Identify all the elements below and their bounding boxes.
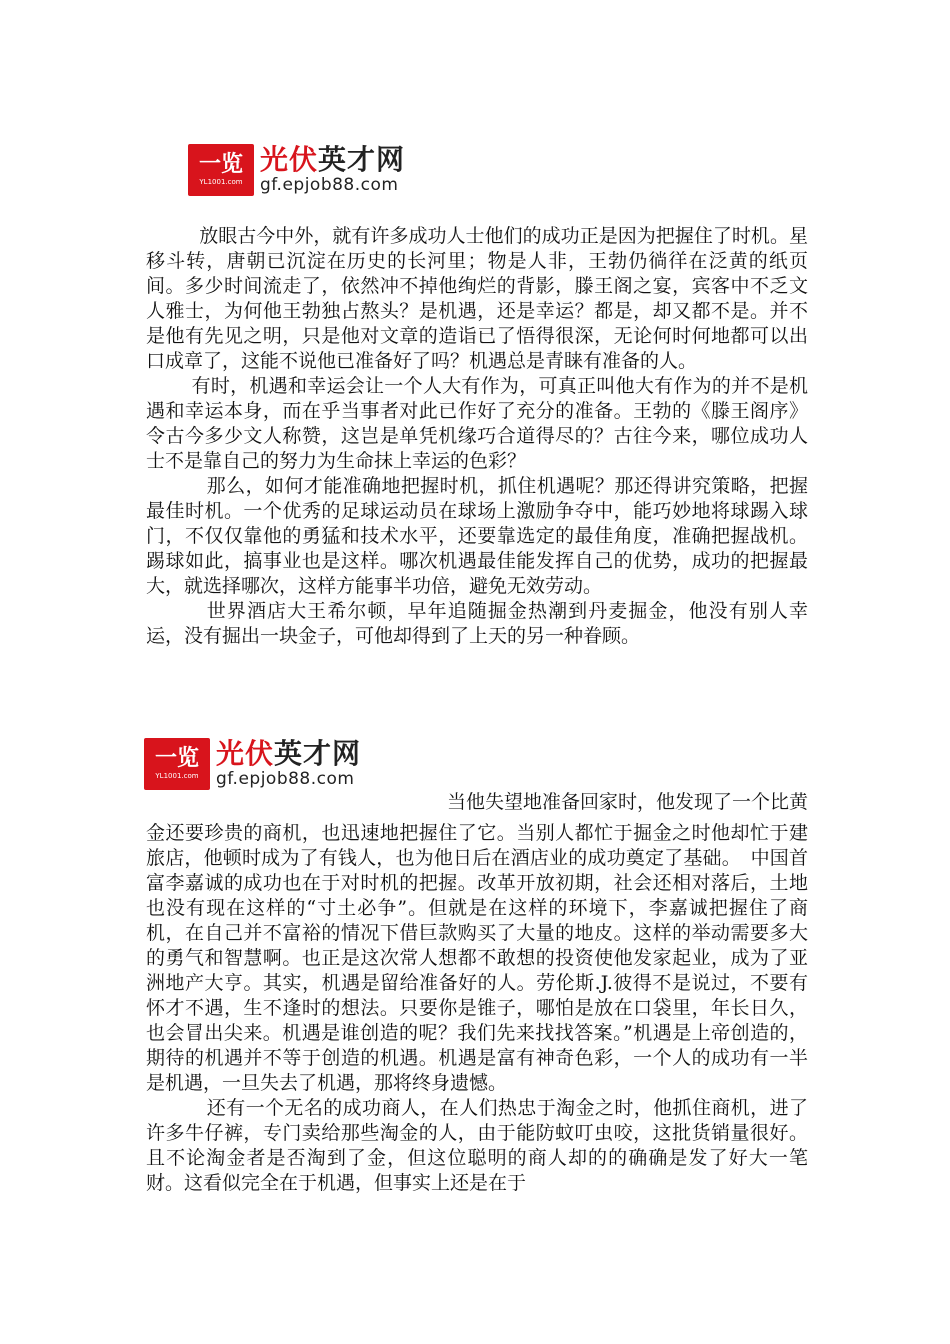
logo-title-red: 光伏 [216, 737, 275, 770]
logo-text [216, 739, 361, 789]
logo-badge-text: 一览 [198, 152, 243, 177]
logo-badge [144, 738, 210, 790]
paragraph: 那么，如何才能准确地把握时机，抓住机遇呢？那还得讲究策略，把握最佳时机。一个优秀的足球运动员在球场上激励争夺中，能巧妙地将球踢入球门，不仅仅靠他的勇猛和技术水平，还要靠选定的最佳角度，准确把握战机。踢球如此，搞事业也是这样。哪次机遇最佳能发挥自己的优势，成功的把握最大，就选择哪次，这样方能事半功倍，避免无效劳动。 [146, 475, 808, 597]
paragraph: 放眼古今中外，就有许多成功人士他们的成功正是因为把握住了时机。星移斗转，唐朝已沉淀在历史的长河里；物是人非，王勃仍徜徉在泛黄的纸页间。多少时间流走了，依然冲不掉他绚烂的背影，滕王阁之宴，宾客中不乏文人雅士，为何他王勃独占熬头？是机遇，还是幸运？都是，却又都不是。并不是他有先见之明，只是他对文章的造诣已了悟得很深，无论何时何地都可以出口成章了，这能不说他已准备好了吗？机遇总是青睐有准备的人。 [146, 225, 808, 372]
paragraph: 有时，机遇和幸运会让一个人大有作为，可真正叫他大有作为的并不是机遇和幸运本身，而在乎当事者对此已作好了充分的准备。王勃的《滕王阁序》令古今多少文人称赞，这岂是单凭机缘巧合道得尽的？古往今来，哪位成功人士不是靠自己的努力为生命抹上幸运的色彩？ [146, 375, 808, 472]
paragraph: 世界酒店大王希尔顿，早年追随掘金热潮到丹麦掘金，他没有别人幸运，没有掘出一块金子，可他却得到了上天的另一种眷顾。 [146, 600, 808, 647]
logo-badge-text: 一览 [154, 746, 199, 771]
logo-url: gf.epjob88.com [216, 769, 355, 789]
article-block-2-lead [146, 790, 808, 815]
site-logo-top [188, 144, 405, 196]
logo-title [216, 739, 361, 769]
logo-url: gf.epjob88.com [260, 175, 399, 195]
logo-title-dark: 英才网 [274, 737, 362, 770]
logo-title-red: 光伏 [260, 143, 319, 176]
logo-badge-domain: YL1001.com [155, 772, 199, 780]
site-logo-middle [144, 738, 361, 790]
logo-badge-domain: YL1001.com [199, 178, 243, 186]
logo-title [260, 145, 405, 175]
logo-badge [188, 144, 254, 196]
logo-title-dark: 英才网 [318, 143, 406, 176]
paragraph: 当他失望地准备回家时，他发现了一个比黄 [446, 791, 808, 813]
article-block-2 [146, 821, 808, 1196]
paragraph: 金还要珍贵的商机，也迅速地把握住了它。当别人都忙于掘金之时他却忙于建旅店，他顿时成为了有钱人，也为他日后在酒店业的成功奠定了基础。 中国首富李嘉诚的成功也在于对时机的把握。改革开放初期，社会还相对落后，土地也没有现在这样的“寸土必争”。但就是在这样的环境下，李嘉诚把握住了商机，在自己并不富裕的情况下借巨款购买了大量的地皮。这样的举动需要多大的勇气和智慧啊。也正是这次常人想都不敢想的投资使他发家起业，成为了亚洲地产大亨。其实，机遇是留给准备好的人。劳伦斯.J.彼得不是说过，不要有怀才不遇，生不逢时的想法。只要你是锥子，哪怕是放在口袋里，年长日久，也会冒出尖来。机遇是谁创造的呢？我们先来找找答案。”机遇是上帝创造的，期待的机遇并不等于创造的机遇。机遇是富有神奇色彩，一个人的成功有一半是机遇，一旦失去了机遇，那将终身遗憾。 [146, 822, 808, 1094]
logo-text [260, 145, 405, 195]
article-block-1 [146, 224, 808, 649]
paragraph: 还有一个无名的成功商人，在人们热忠于淘金之时，他抓住商机，进了许多牛仔裤，专门卖给那些淘金的人，由于能防蚊叮虫咬，这批货销量很好。且不论淘金者是否淘到了金，但这位聪明的商人却的的确确是发了好大一笔财。这看似完全在于机遇，但事实上还是在于 [146, 1097, 808, 1194]
